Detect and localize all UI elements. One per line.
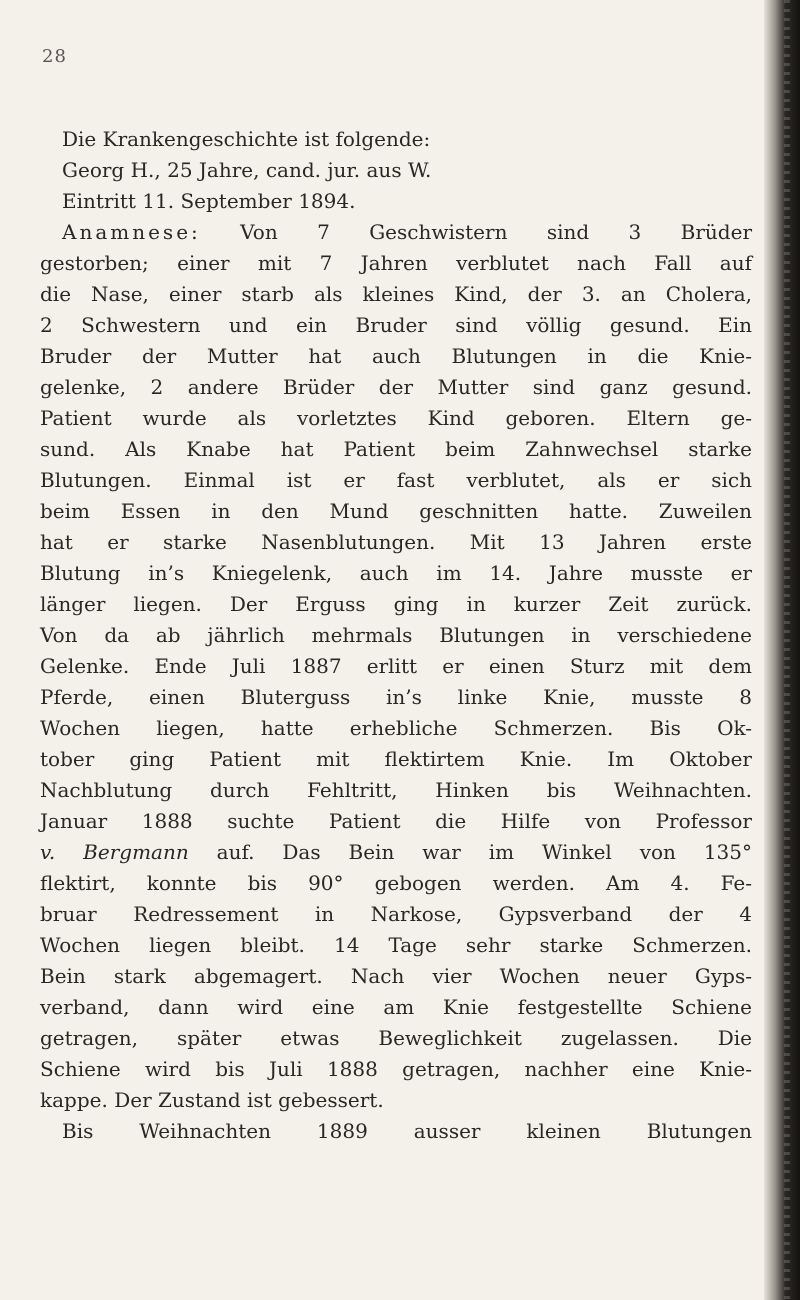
text-line: Schiene wird bis Juli 1888 getragen, nachher eine Knie- (40, 1057, 752, 1081)
page-binding-edge (764, 0, 800, 1300)
text-line: Januar 1888 suchte Patient die Hilfe von Professor (40, 809, 752, 833)
text-line: Bruder der Mutter hat auch Blutungen in die Knie- (40, 344, 752, 368)
text-line: Wochen liegen, hatte erhebliche Schmerzen. Bis Ok- (40, 716, 752, 740)
text-line: Die Krankengeschichte ist folgende: (62, 127, 431, 151)
text-line: kappe. Der Zustand ist gebessert. (40, 1088, 384, 1112)
text-line: die Nase, einer starb als kleines Kind, der 3. an Cholera, (40, 282, 752, 306)
text-line (40, 217, 752, 248)
text-line: Von da ab jährlich mehrmals Blutungen in verschiedene (40, 623, 752, 647)
text-line: 2 Schwestern und ein Bruder sind völlig gesund. Ein (40, 313, 752, 337)
text-span: auf. Das Bein war im Winkel von 135° (216, 840, 753, 864)
text-line: Eintritt 11. September 1894. (62, 189, 356, 213)
text-line: verband, dann wird eine am Knie festgestellte Schiene (40, 995, 752, 1019)
text-line: gestorben; einer mit 7 Jahren verblutet nach Fall auf (40, 251, 752, 275)
text-line: Pferde, einen Bluterguss in’s linke Knie, musste 8 (40, 685, 752, 709)
section-label: Anamnese: (62, 220, 201, 244)
text-line: Blutung in’s Kniegelenk, auch im 14. Jahre musste er (40, 561, 752, 585)
text-span: Von 7 Geschwistern sind 3 Brüder (240, 220, 753, 244)
text-line: hat er starke Nasenblutungen. Mit 13 Jahren erste (40, 530, 752, 554)
text-line: Nachblutung durch Fehltritt, Hinken bis Weihnachten. (40, 778, 752, 802)
text-line: beim Essen in den Mund geschnitten hatte. Zuweilen (40, 499, 752, 523)
text-line: tober ging Patient mit flektirtem Knie. Im Oktober (40, 747, 752, 771)
text-line: bruar Redressement in Narkose, Gypsverband der 4 (40, 902, 752, 926)
body-text (40, 124, 752, 1147)
text-line: sund. Als Knabe hat Patient beim Zahnwechsel starke (40, 437, 752, 461)
page-edge-texture (784, 0, 790, 1300)
text-line: Georg H., 25 Jahre, cand. jur. aus W. (62, 158, 432, 182)
text-line: länger liegen. Der Erguss ging in kurzer Zeit zurück. (40, 592, 752, 616)
text-line: Wochen liegen bleibt. 14 Tage sehr starke Schmerzen. (40, 933, 752, 957)
text-line: flektirt, konnte bis 90° gebogen werden. Am 4. Fe- (40, 871, 752, 895)
text-line (40, 837, 752, 868)
person-name: v. Bergmann (40, 840, 189, 864)
text-line: gelenke, 2 andere Brüder der Mutter sind ganz gesund. (40, 375, 752, 399)
text-line: Blutungen. Einmal ist er fast verblutet, als er sich (40, 468, 752, 492)
text-line: Patient wurde als vorletztes Kind geboren. Eltern ge- (40, 406, 752, 430)
text-line: Bein stark abgemagert. Nach vier Wochen neuer Gyps- (40, 964, 752, 988)
page-number: 28 (42, 46, 67, 67)
text-line: getragen, später etwas Beweglichkeit zugelassen. Die (40, 1026, 752, 1050)
text-line: Bis Weihnachten 1889 ausser kleinen Blutungen (62, 1119, 752, 1143)
text-line: Gelenke. Ende Juli 1887 erlitt er einen Sturz mit dem (40, 654, 752, 678)
